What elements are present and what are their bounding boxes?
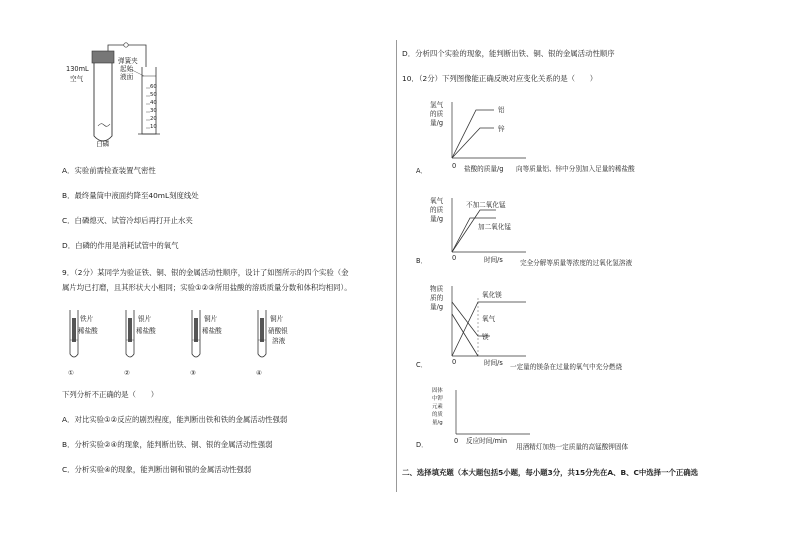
- scale-20: 20: [150, 116, 157, 122]
- tube2-index: ②: [124, 369, 130, 377]
- apparatus-level-label-bottom: 液面: [120, 73, 134, 81]
- scale-60: 60: [150, 84, 157, 90]
- graph-c-series-mgo: 氧化镁: [482, 291, 502, 299]
- graph-c-series-mg: 镁: [482, 333, 489, 341]
- curve-zn: [452, 128, 494, 158]
- graph-c-origin: 0: [452, 358, 457, 366]
- q9-option-a[interactable]: A．对比实验①②反应的剧烈程度，能判断出铁和铁的金属活动性强弱: [62, 415, 288, 424]
- tube3-index: ③: [190, 369, 196, 377]
- tube1-solution: 稀盐酸: [78, 327, 98, 335]
- apparatus-level-label-top: 起始: [120, 65, 134, 73]
- column-divider: [396, 40, 397, 492]
- q9-option-b[interactable]: B．分析实验②④的现象，能判断出铁、铜、银的金属活动性强弱: [62, 440, 273, 449]
- q8-option-b[interactable]: B．最终量筒中液面约降至40mL刻度线处: [62, 191, 199, 200]
- tube2-solution: 稀盐酸: [136, 327, 156, 335]
- graph-d-xlabel: 反应时间/min: [466, 437, 508, 445]
- graph-c-letter[interactable]: C．: [416, 361, 428, 369]
- graph-b-caption: 完全分解等质量等浓度的过氧化氢溶液: [520, 259, 633, 267]
- graph-a-caption: 向等质量铝、锌中分别加入足量的稀盐酸: [516, 165, 635, 173]
- scale-30: 30: [150, 108, 157, 114]
- graph-b-series-no-mno2: 不加二氧化锰: [466, 201, 506, 209]
- tube1-index: ①: [68, 369, 74, 377]
- test-tube-3: [192, 310, 200, 357]
- graph-d-letter[interactable]: D．: [416, 441, 428, 449]
- graph-a: [450, 100, 530, 162]
- test-tube-4: [258, 310, 266, 357]
- graph-c-caption: 一定量的镁条在过量的氧气中充分燃烧: [510, 363, 623, 371]
- q9-stem-line2: 属片均已打磨，且其形状大小相同；实验①②③所用盐酸的溶质质量分数和体积均相同）。: [62, 283, 352, 292]
- q9-stem-line1: 9．（2分）某同学为验证铁、铜、银的金属活动性顺序，设计了如图所示的四个实验（金: [62, 268, 349, 277]
- tube3-solution: 稀盐酸: [202, 327, 222, 335]
- graph-b-ylabel-3: 量/g: [430, 215, 444, 223]
- q9-test-tubes-figure: [62, 306, 282, 366]
- apparatus-clip-label: 弹簧夹: [118, 57, 138, 65]
- graph-c-xlabel: 时间/s: [484, 359, 503, 367]
- graph-a-ylabel-3: 量/g: [430, 119, 444, 127]
- graph-b-ylabel-2: 的质: [430, 206, 444, 214]
- q9-option-c[interactable]: C．分析实验④的现象，能判断出铜和银的金属活动性强弱: [62, 465, 252, 474]
- q9-question: 下列分析不正确的是（ ）: [62, 390, 159, 399]
- graph-d-ylabel-2: 中钾: [432, 396, 443, 402]
- graph-c-ylabel-2: 质的: [430, 294, 444, 302]
- tube4-solution-line1: 硝酸银: [268, 327, 288, 335]
- tube4-index: ④: [256, 369, 262, 377]
- tube4-metal: 铜片: [270, 315, 284, 323]
- q8-option-a[interactable]: A．实验前需检查装置气密性: [62, 166, 156, 175]
- graph-a-letter[interactable]: A．: [416, 167, 428, 175]
- graph-a-series-zn: 锌: [498, 125, 505, 133]
- graph-d-ylabel-1: 固体: [432, 388, 443, 394]
- q8-option-d[interactable]: D．白磷的作用是消耗试管中的氧气: [62, 241, 179, 250]
- test-tube-1: [70, 310, 78, 357]
- graph-c-ylabel-3: 量/g: [430, 303, 444, 311]
- curve-mgo: [452, 302, 526, 356]
- graph-c-series-o2: 氧气: [482, 315, 496, 323]
- graph-b-origin: 0: [452, 254, 457, 262]
- q10-stem: 10．（2分）下列图像能正确反映对应变化关系的是（ ）: [402, 74, 598, 83]
- graph-a-ylabel-1: 氢气: [430, 101, 444, 109]
- graph-d-origin: 0: [454, 437, 459, 445]
- graph-d-ylabel-5: 量/g: [432, 420, 443, 426]
- apparatus-volume-label: 130mL: [66, 65, 89, 73]
- scale-10: 10: [150, 124, 157, 130]
- curve-mg: [452, 314, 478, 356]
- tube3-metal: 铜片: [204, 315, 218, 323]
- graph-a-series-al: 铝: [498, 106, 505, 114]
- test-tube-2: [126, 310, 134, 357]
- q8-option-c[interactable]: C．白磷熄灭、试管冷却后再打开止水夹: [62, 216, 193, 225]
- graph-b-xlabel: 时间/s: [484, 256, 503, 264]
- graph-c-ylabel-1: 物质: [430, 285, 444, 293]
- q9-option-d[interactable]: D．分析四个实验的现象，能判断出铁、铜、银的金属活动性顺序: [402, 49, 615, 58]
- tube1-metal: 铁片: [80, 315, 94, 323]
- scale-50: 50: [150, 92, 157, 98]
- graph-b-series-mno2: 加二氧化锰: [478, 223, 511, 231]
- graph-d-ylabel-4: 的质: [432, 412, 443, 418]
- apparatus-air-label: 空气: [70, 75, 84, 83]
- graph-d: [454, 388, 534, 438]
- tube4-solution-line2: 溶液: [272, 337, 286, 345]
- section-two-heading: 二、选择填充题（本大题包括5小题，每小题3分，共15分先在A、B、C中选择一个正确选: [402, 468, 699, 477]
- apparatus-phosphorus-label: 白磷: [96, 140, 110, 148]
- scale-40: 40: [150, 100, 157, 106]
- tube2-metal: 银片: [138, 315, 152, 323]
- graph-b-ylabel-1: 氧气: [430, 197, 444, 205]
- graph-b-letter[interactable]: B．: [416, 257, 428, 265]
- graph-a-origin: 0: [452, 162, 457, 170]
- graph-a-ylabel-2: 的质: [430, 110, 444, 118]
- graph-d-ylabel-3: 元素: [432, 404, 443, 410]
- graph-a-xlabel: 盐酸的质量/g: [464, 165, 504, 173]
- graph-d-caption: 用酒精灯加热一定质量的高锰酸钾固体: [516, 443, 629, 451]
